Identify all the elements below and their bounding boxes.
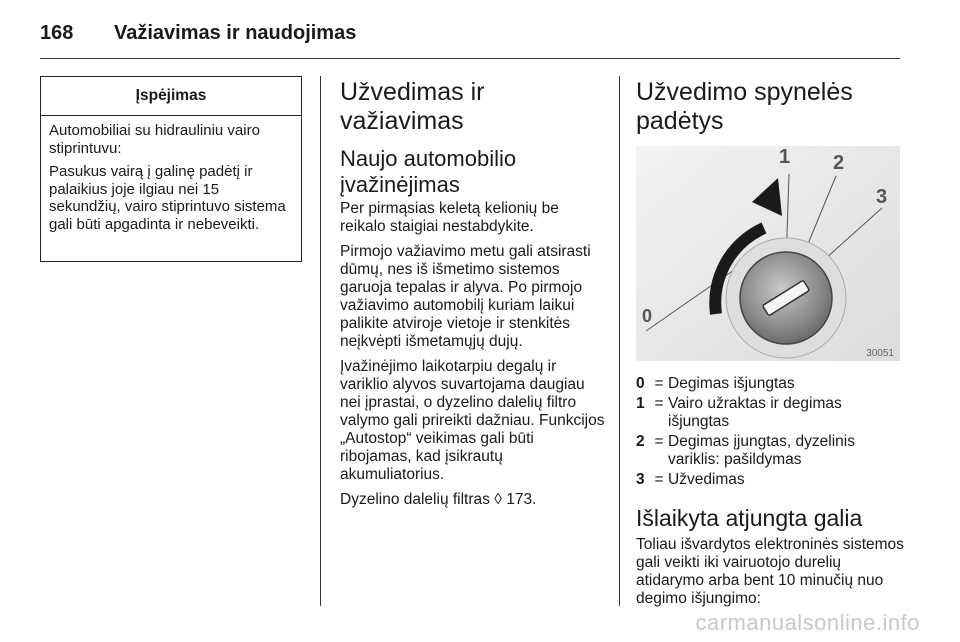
body-paragraph: Toliau išvardytos elektroninės sistemos gali veikti iki vairuotojo durelių atidarymo arba bent 10 minučių nuo degimo išjungimo: [636, 536, 904, 607]
column-divider-1 [320, 76, 321, 606]
legend-key: 2 [636, 433, 645, 450]
section-heading: Užvedimo spynelės padėtys [636, 78, 853, 135]
legend-text: Vairo užraktas ir degimas išjungtas [668, 395, 842, 430]
middle-column [340, 78, 608, 516]
position-label-3: 3 [876, 186, 888, 208]
section-subheading: Išlaikyta atjungta galia [636, 505, 863, 531]
position-label-2: 2 [833, 152, 845, 174]
header-rule [40, 58, 900, 59]
reference-page: 173. [506, 491, 537, 508]
warning-paragraph: Automobiliai su hidrauliniu vairo stiprintuvu: [49, 122, 260, 157]
warning-body [41, 116, 301, 233]
position-label-1: 1 [779, 146, 791, 168]
body-paragraph: Per pirmąsias keletą kelionių be reikalo staigiai nestabdykite. [340, 200, 559, 235]
legend-item [636, 471, 906, 489]
legend-key: 1 [636, 395, 645, 412]
legend-separator: = [654, 433, 664, 450]
legend-key: 0 [636, 375, 645, 392]
cross-reference[interactable] [340, 491, 608, 509]
chapter-title: Važiavimas ir naudojimas [114, 22, 357, 44]
ignition-figure [636, 146, 900, 361]
position-label-0: 0 [642, 306, 653, 326]
legend-key: 3 [636, 471, 645, 488]
body-paragraph: Pirmojo važiavimo metu gali atsirasti dūmų, nes iš išmetimo sistemos garuoja tepalas ir alyva. Po pirmojo važiavimo automobilį kuriam laikui palikite atviroje vietoje ir stenkitės neįkvėpti išmetamųjų dujų. [340, 243, 591, 350]
legend-item [636, 375, 906, 393]
page-header [40, 22, 356, 45]
warning-box [40, 76, 302, 262]
legend-text: Užvedimas [668, 471, 745, 488]
legend-item [636, 433, 906, 469]
legend-text: Degimas išjungtas [668, 375, 795, 392]
legend-text: Degimas įjungtas, dyzelinis variklis: pašildymas [668, 433, 855, 468]
legend-separator: = [654, 395, 664, 412]
figure-legend [636, 375, 906, 489]
page-number: 168 [40, 22, 74, 44]
legend-separator: = [654, 375, 664, 392]
legend-item [636, 395, 906, 431]
reference-arrow-icon: ◊ [494, 491, 502, 508]
section-subheading: Naujo automobilio įvažinėjimas [340, 146, 517, 197]
figure-code: 30051 [866, 348, 894, 359]
watermark: carmanualsonline.info [695, 610, 920, 635]
legend-separator: = [654, 471, 664, 488]
right-column [636, 78, 906, 615]
warning-title: Įspėjimas [41, 77, 301, 116]
ignition-diagram [636, 146, 900, 361]
reference-text: Dyzelino dalelių filtras [340, 491, 490, 508]
column-divider-2 [619, 76, 620, 606]
warning-paragraph: Pasukus vairą į galinę padėtį ir palaikius joje ilgiau nei 15 sekundžių, vairo stiprintuvo sistema gali būti apgadinta ir nebeveikti. [49, 163, 286, 233]
body-paragraph: Įvažinėjimo laikotarpiu degalų ir variklio alyvos suvartojama daugiau nei įprastai, o dyzelino dalelių filtro valymo gali prireikti dažniau. Funkcijos „Autostop“ veikimas gali būti ribojamas, kad įsikrautų akumuliatorius. [340, 358, 605, 483]
section-heading: Užvedimas ir važiavimas [340, 78, 485, 135]
